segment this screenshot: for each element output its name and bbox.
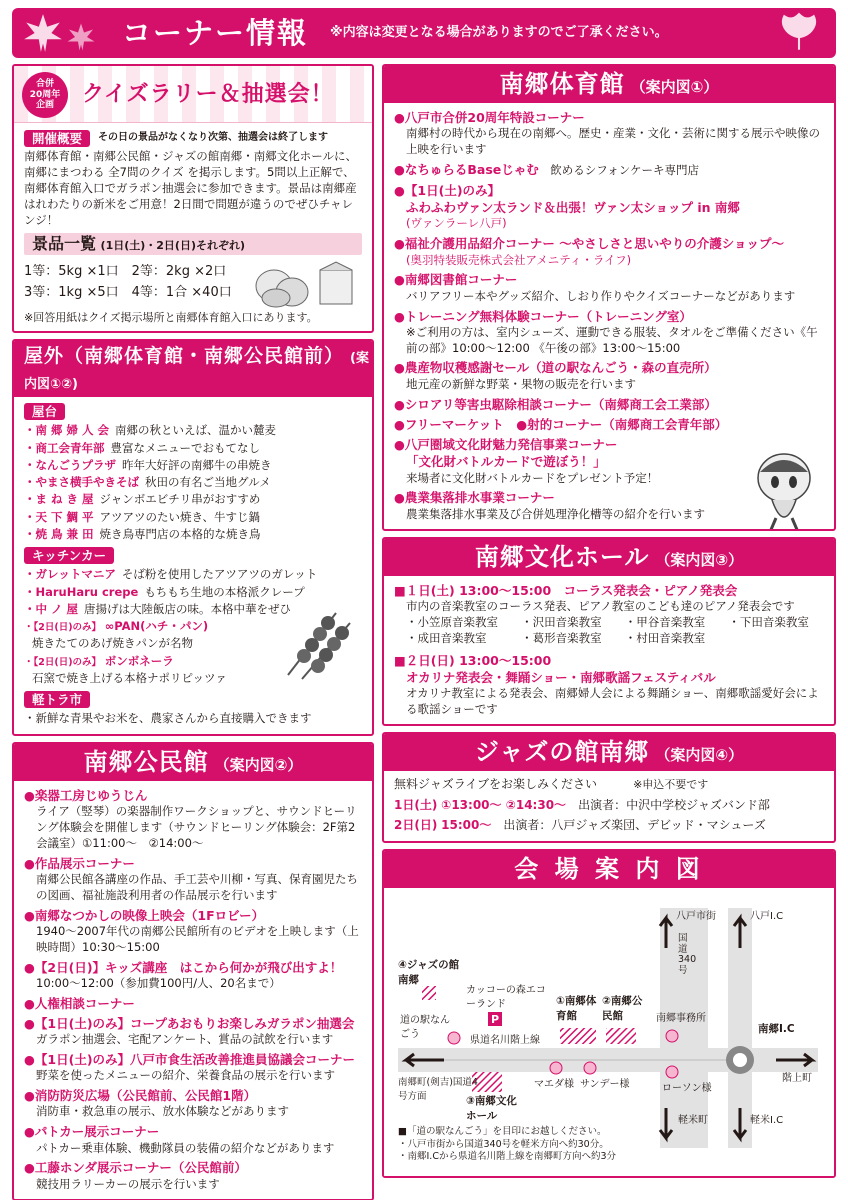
map-label-nango-ic: 南郷I.C bbox=[758, 1023, 795, 1036]
list-item: ・【2日(日)のみ】 ∞PAN(ハチ・パン) bbox=[24, 619, 209, 634]
list-item: ●シロアリ等害虫駆除相談コーナー（南郷商工会工業部） bbox=[394, 396, 717, 412]
map-label-cuckoo: カッコーの森エコーランド bbox=[466, 985, 546, 1011]
hall-section bbox=[382, 537, 836, 726]
prize-line: 1等：5kg ×1口 2等：2kg ×2口 bbox=[24, 264, 227, 280]
mascot-illustration bbox=[748, 448, 820, 531]
list-item: ●【1日(土)のみ】八戸市食生活改善推進員協議会コーナー 野菜を使ったメニューの紹介、栄養食品の展示を行います bbox=[24, 1052, 356, 1083]
list-item: ・【2日(日)のみ】 ボンボネーラ bbox=[24, 653, 174, 668]
list-item: ・商工会青年部 豊富なメニューでおもてなし bbox=[24, 440, 260, 455]
list-item: ・ま ね き 屋 ジャンボエビチリ串がおすすめ bbox=[24, 492, 261, 507]
quiz-section bbox=[12, 64, 374, 333]
list-item: ・甲谷音楽教室 bbox=[624, 614, 706, 629]
list-item: ・HaruHaru crepe もちもち生地の本格派クレープ bbox=[24, 584, 305, 599]
left-column bbox=[12, 64, 374, 1200]
list-item: ●福祉介護用品紹介コーナー ～やさしさと思いやりの介護ショップ～ (奥羽特装販売株式会社アメニティ・ライフ) bbox=[394, 236, 785, 267]
hall-day2-desc: オカリナ教室による発表会、南郷婦人会による舞踊ショー、南郷歌謡愛好会による歌謡ショーです bbox=[406, 686, 819, 716]
anniversary-badge: 合併 20周年 企画 bbox=[22, 72, 68, 118]
ginkgo-leaf-icon bbox=[778, 12, 820, 54]
map-title: 会 場 案 内 図 bbox=[384, 851, 834, 888]
kominkan-building bbox=[606, 1028, 636, 1044]
map-label-office: 南郷事務所 bbox=[656, 1013, 706, 1025]
list-item: ●作品展示コーナー 南郷公民館各講座の作品、手工芸や川柳・写真、保育園児たちの図画、福祉施設利用者の作品展示を行います bbox=[24, 855, 358, 902]
hall-day2-sub: オカリナ発表会・舞踊ショー・南郷歌謡フェスティバル bbox=[406, 669, 716, 685]
list-item: ●消防防災広場（公民館前、公民館1階） 消防車・救急車の展示、放水体験などがあります bbox=[24, 1088, 289, 1119]
list-item: ・焼 鳥 兼 田 焼き鳥専門店の本格的な焼き鳥 bbox=[24, 526, 261, 541]
list-item: ●人権相談コーナー bbox=[24, 995, 135, 1011]
list-item: ●楽器工房じゆうじん ライア（竪琴）の楽器制作ワークショップと、サウンドヒーリング体験会を開催します（サウンドヒーリング体験会：2F第2会議室）①11:00～ ②14:00～ bbox=[24, 787, 357, 850]
list-item: ●南郷なつかしの映像上映会（1Fロビー） 1940～2007年代の南郷公民館所有のビデオを上映します（上映時間）10:30～15:00 bbox=[24, 907, 359, 954]
stalls-label: 屋台 bbox=[24, 403, 65, 420]
hall-title: 南郷文化ホール （案内図③） bbox=[384, 539, 834, 576]
overview-note: その日の景品がなくなり次第、抽選会は終了します bbox=[98, 131, 329, 143]
right-column bbox=[382, 64, 836, 1200]
list-item: ●トレーニング無料体験コーナー（トレーニング室） ※ご利用の方は、室内シューズ、運動できる服装、タオルをご準備ください《午前の部》10:00～12:00 《午後の部》13:00～15:00 bbox=[394, 308, 818, 355]
map-label-jazz: ④ジャズの館南郷 bbox=[398, 959, 460, 986]
jazz-line-day2: 2日(日) 15:00～ 出演者：八戸ジャズ楽団、デビッド・マシューズ bbox=[394, 817, 766, 832]
map-notes: ■「道の駅なんごう」を目印にお越しください。 ・八戸市街から国道340号を軽米方向へ約30分。 ・南郷I.Cから県道名川階上線を南郷町方向へ約3分 bbox=[398, 1126, 616, 1163]
kominkan-section bbox=[12, 742, 374, 1200]
hall-day1-head: ■１日(土) 13:00～15:00 コーラス発表会・ピアノ発表会 bbox=[394, 582, 738, 598]
overview-label: 開催概要 bbox=[24, 130, 90, 147]
hall-day2-head: ■２日(日) 13:00～15:00 bbox=[394, 652, 552, 668]
map-label-sunday: サンデー様 bbox=[580, 1079, 630, 1091]
maple-leaf-small-icon bbox=[66, 22, 96, 52]
map-label-kominkan: ②南郷公民館 bbox=[602, 995, 643, 1022]
prize-header: 景品一覧 (1日(土)・2日(日)それぞれ) bbox=[24, 233, 362, 255]
map-section bbox=[382, 849, 836, 1178]
jazz-line-day1: 1日(土) ①13:00～ ②14:30～ 出演者：中沢中学校ジャズバンド部 bbox=[394, 797, 770, 812]
truck-desc: ・新鮮な青果やお米を、農家さんから直接購入できます bbox=[24, 711, 312, 726]
list-item: ●南郷図書館コーナー バリアフリー本やグッズ紹介、しおり作りやクイズコーナーなどがあります bbox=[394, 272, 796, 303]
gym-building bbox=[560, 1028, 596, 1044]
list-item: ・葛形音楽教室 bbox=[521, 630, 602, 645]
map-label-kaminoe: 階上町 bbox=[782, 1073, 812, 1085]
list-item: ・成田音楽教室 bbox=[406, 630, 487, 645]
outdoor-title: 屋外（南郷体育館・南郷公民館前） (案内図①②) bbox=[14, 341, 372, 397]
list-item: ・ガレットマニア そば粉を使用したアツアツのガレット bbox=[24, 567, 318, 582]
list-item: 石窯で焼き上げる本格ナポリピッツァ bbox=[32, 670, 227, 685]
rice-bags-icon bbox=[252, 258, 362, 308]
list-item: ●【1日(土)のみ】 ふわふわヴァン太ランド＆出張！ヴァン太ショップ in 南郷 (ヴァンラーレ八戸) bbox=[394, 182, 740, 231]
list-item: ・下田音楽教室 bbox=[728, 614, 809, 629]
kominkan-title: 南郷公民館 （案内図②） bbox=[14, 744, 372, 781]
gym-title: 南郷体育館 （案内図①） bbox=[384, 66, 834, 103]
prize-list bbox=[24, 262, 232, 302]
map-label-gym: ①南郷体育館 bbox=[556, 995, 597, 1022]
kitchen-label: キッチンカー bbox=[24, 547, 114, 564]
list-item: ●なちゅらるBaseじゃむ 飲めるシフォンケーキ専門店 bbox=[394, 162, 699, 178]
map-label-parking: P bbox=[490, 1013, 500, 1027]
map-label-route4: 南郷町(剣吉)国道4号方面 bbox=[398, 1077, 478, 1102]
outdoor-section bbox=[12, 339, 374, 736]
list-item: ・南 郷 婦 人 会 南郷の秋といえば、温かい麓麦 bbox=[24, 423, 277, 438]
list-item: ●農業集落排水事業コーナー 農業集落排水事業及び合併処理浄化槽等の紹介を行います bbox=[394, 490, 705, 521]
list-item: ●農産物収穫感謝セール（道の駅なんごう・森の直売所） 地元産の新鮮な野菜・果物の販売を行います bbox=[394, 360, 717, 391]
map-label-maeda: マエダ様 bbox=[534, 1079, 574, 1091]
venue-map bbox=[384, 888, 834, 1176]
list-item: ●八戸圏域文化財魅力発信事業コーナー 「文化財バトルカードで遊ぼう！」 来場者に文化財バトルカードをプレゼント予定！ bbox=[394, 437, 659, 485]
map-label-karumai-ic: 軽米I.C bbox=[750, 1115, 784, 1127]
list-item: ●【2日(日)】キッズ講座 はこから何かが飛び出すよ！ 10:00～12:00（参加費100円/人、20名まで） bbox=[24, 959, 343, 990]
map-label-hachinohe-ic: 八戸I.C bbox=[750, 911, 784, 923]
jazz-section bbox=[382, 732, 836, 844]
list-item: ●フリーマーケット ●射的コーナー（南郷商工会青年部） bbox=[394, 416, 728, 432]
map-label-route340: 国道340号 bbox=[678, 933, 697, 976]
jazz-title: ジャズの館南郷 （案内図④） bbox=[384, 734, 834, 771]
hall-day1-desc: 市内の音楽教室のコーラス発表、ピアノ教室のこども達のピアノ発表会です bbox=[406, 598, 795, 613]
header-note: ※内容は変更となる場合がありますのでご了承ください。 bbox=[330, 25, 668, 41]
maple-leaf-icon bbox=[22, 12, 64, 54]
list-item: ・なんごうプラザ 昨年大好評の南郷牛の串焼き bbox=[24, 457, 272, 472]
map-label-lawson: ローソン様 bbox=[662, 1083, 712, 1095]
quiz-header bbox=[14, 66, 372, 123]
map-label-michinoeki: 道の駅なんごう bbox=[400, 1015, 450, 1041]
jazz-building bbox=[422, 986, 436, 1000]
header-banner bbox=[12, 8, 836, 58]
quiz-description: 南郷体育館・南郷公民館・ジャズの館南郷・南郷文化ホールに、南郷にまつわる 全7問のクイズ を掲示します。5問以上正解で、南郷体育館入口でガラポン抽選会に参加できます。景品は南郷産はれわたりの新米をご用意！2日間で問題が違うのでぜひチャレンジ！ bbox=[24, 149, 358, 227]
gym-section bbox=[382, 64, 836, 531]
quiz-footnote: ※回答用紙はクイズ掲示場所と南郷体育館入口にあります。 bbox=[24, 310, 318, 324]
map-label-hachinohe-city: 八戸市街 bbox=[676, 911, 716, 923]
map-label-hall: ③南郷文化ホール bbox=[466, 1095, 517, 1122]
list-item: ●パトカー展示コーナー パトカー乗車体験、機動隊員の装備の紹介などがあります bbox=[24, 1124, 335, 1155]
page-title: コーナー情報 bbox=[122, 15, 309, 50]
map-label-route-kaidan: 県道名川階上線 bbox=[470, 1035, 540, 1047]
quiz-title: クイズラリー＆抽選会！ bbox=[82, 81, 334, 107]
stall-list bbox=[24, 422, 362, 543]
list-item: ・中 ノ 屋 唐揚げは大陸飯店の味。本格中華をぜひ bbox=[24, 601, 292, 616]
map-label-karumai: 軽米町 bbox=[678, 1115, 708, 1127]
list-item: ●【1日(土)のみ】コープあおもりお楽しみガラポン抽選会 ガラポン抽選会、宅配アンケート、賞品の試飲を行います bbox=[24, 1015, 355, 1047]
list-item: ・やまさ横手やきそば 秋田の有名ご当地グルメ bbox=[24, 475, 271, 490]
list-item: ・天 下 鯛 平 アツアツのたい焼き、牛すじ鍋 bbox=[24, 509, 261, 524]
list-item: ・沢田音楽教室 bbox=[521, 614, 602, 629]
music-class-list bbox=[394, 615, 824, 647]
prize-line: 3等：1kg ×5口 4等：1合 ×40口 bbox=[24, 284, 232, 300]
list-item: ●八戸市合併20周年特設コーナー 南郷村の時代から現在の南郷へ。歴史・産業・文化・芸術に関する展示や映像の上映を行います bbox=[394, 110, 820, 157]
jazz-intro: 無料ジャズライブをお楽しみください ※申込不要です bbox=[394, 776, 709, 791]
list-item: ・村田音楽教室 bbox=[624, 630, 706, 645]
list-item: ●工藤ホンダ展示コーナー（公民館前） 競技用ラリーカーの展示を行います bbox=[24, 1160, 247, 1191]
truck-label: 軽トラ市 bbox=[24, 691, 90, 708]
dango-skewers-icon bbox=[278, 603, 358, 683]
list-item: 焼きたてのあげ焼きパンが名物 bbox=[32, 636, 193, 651]
list-item: ・小笠原音楽教室 bbox=[406, 614, 498, 629]
